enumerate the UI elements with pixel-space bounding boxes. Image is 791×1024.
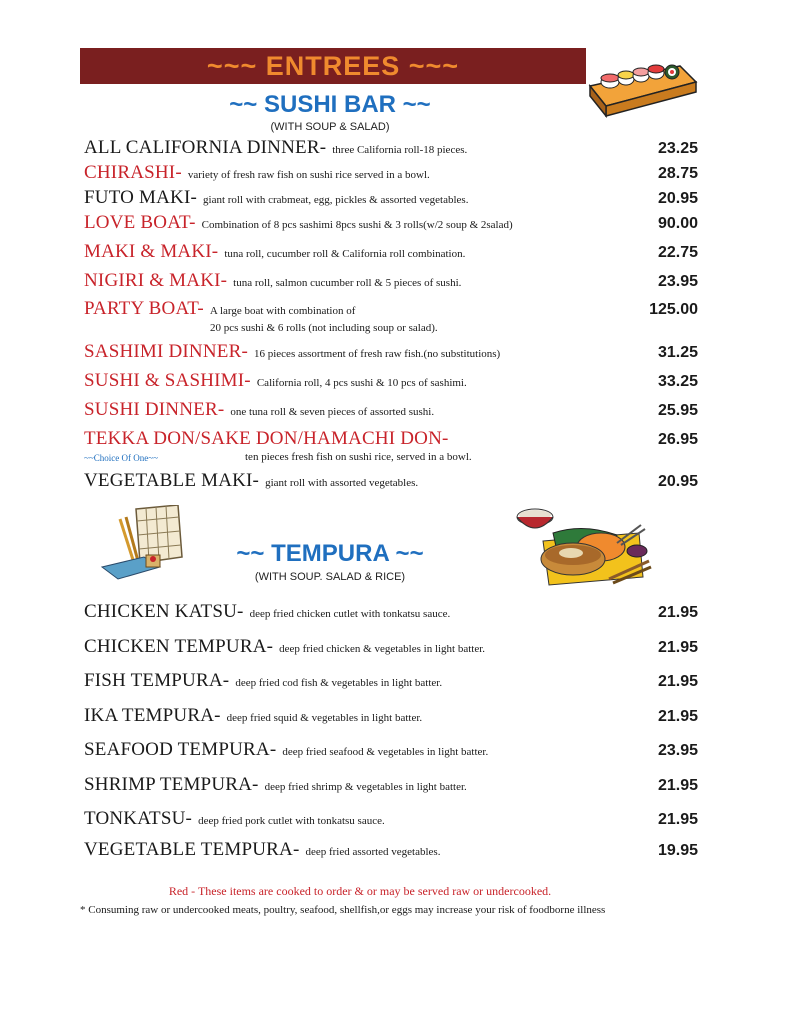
- item-price: 20.95: [657, 190, 698, 207]
- item-description: 16 pieces assortment of fresh raw fish.(no substitutions): [253, 348, 501, 360]
- item-name: FISH TEMPURA-: [84, 670, 230, 691]
- item-price: 33.25: [657, 373, 698, 390]
- menu-item: [84, 137, 467, 159]
- item-description: deep fried seafood & vegetables in light batter.: [282, 746, 489, 758]
- item-description: deep fried chicken & vegetables in light batter.: [279, 643, 486, 655]
- item-description: giant roll with assorted vegetables.: [265, 477, 419, 489]
- menu-item: [84, 341, 500, 363]
- item-price: 23.95: [657, 273, 698, 290]
- item-description: deep fried pork cutlet with tonkatsu sauce.: [198, 815, 385, 827]
- item-description: variety of fresh raw fish on sushi rice served in a bowl.: [187, 169, 430, 181]
- item-name: MAKI & MAKI-: [84, 241, 219, 262]
- item-description-continued: ten pieces fresh fish on sushi rice, served in a bowl.: [245, 451, 472, 463]
- item-price: 25.95: [657, 402, 698, 419]
- menu-item: [84, 705, 422, 727]
- menu-item: [84, 470, 418, 492]
- item-name: SUSHI & SASHIMI-: [84, 370, 251, 391]
- menu-item: [84, 739, 488, 761]
- menu-item: [84, 839, 440, 861]
- item-description: A large boat with combination of: [209, 305, 356, 317]
- entrees-title: ~~~ ENTREES ~~~: [206, 50, 460, 81]
- item-description: Combination of 8 pcs sashimi 8pcs sushi & 3 rolls(w/2 soup & 2salad): [201, 219, 513, 231]
- item-description: deep fried squid & vegetables in light batter.: [226, 712, 423, 724]
- item-name: ALL CALIFORNIA DINNER-: [84, 137, 327, 158]
- item-price: 90.00: [657, 215, 698, 232]
- item-price: 19.95: [657, 842, 698, 859]
- item-name: CHIRASHI-: [84, 162, 182, 183]
- entrees-banner: [80, 48, 586, 84]
- item-name: PARTY BOAT-: [84, 298, 204, 319]
- item-price: 21.95: [657, 604, 698, 621]
- choice-of-one-note: ~~Choice Of One~~: [84, 453, 158, 463]
- item-description: deep fried cod fish & vegetables in light batter.: [235, 677, 443, 689]
- tempura-subtitle: (WITH SOUP. SALAD & RICE): [254, 571, 406, 583]
- menu-item: [84, 298, 355, 320]
- item-description: deep fried shrimp & vegetables in light batter.: [264, 781, 467, 793]
- item-description: deep fried assorted vegetables.: [305, 846, 441, 858]
- item-name: SASHIMI DINNER-: [84, 341, 248, 362]
- item-name: CHICKEN TEMPURA-: [84, 636, 274, 657]
- menu-item: [84, 370, 467, 392]
- menu-item: [84, 241, 465, 263]
- sushi-bar-subtitle: (WITH SOUP & SALAD): [270, 121, 390, 133]
- item-price: 28.75: [657, 165, 698, 182]
- item-name: VEGETABLE MAKI-: [84, 470, 260, 491]
- menu-item: [84, 601, 450, 623]
- item-name: SUSHI DINNER-: [84, 399, 225, 420]
- item-price: 21.95: [657, 811, 698, 828]
- item-name: FUTO MAKI-: [84, 187, 198, 208]
- item-name: VEGETABLE TEMPURA-: [84, 839, 300, 860]
- item-description: California roll, 4 pcs sushi & 10 pcs of sashimi.: [256, 377, 467, 389]
- item-name: TONKATSU-: [84, 808, 193, 829]
- item-description: one tuna roll & seven pieces of assorted sushi.: [230, 406, 435, 418]
- item-price: 22.75: [657, 244, 698, 261]
- item-price: 20.95: [657, 473, 698, 490]
- item-description: deep fried chicken cutlet with tonkatsu sauce.: [249, 608, 451, 620]
- item-name: TEKKA DON/SAKE DON/HAMACHI DON-: [84, 428, 449, 449]
- item-price: 26.95: [657, 431, 698, 448]
- item-name: LOVE BOAT-: [84, 212, 196, 233]
- item-description: tuna roll, salmon cucumber roll & 5 pieces of sushi.: [233, 277, 462, 289]
- raw-items-note: Red - These items are cooked to order & or may be served raw or undercooked.: [168, 884, 552, 898]
- menu-item: [84, 670, 442, 692]
- menu-item: [84, 187, 468, 209]
- menu-item: [84, 270, 461, 292]
- item-price: 125.00: [649, 301, 698, 318]
- item-price: 21.95: [657, 777, 698, 794]
- item-description: tuna roll, cucumber roll & California roll combination.: [224, 248, 466, 260]
- item-price: 31.25: [657, 344, 698, 361]
- item-description-continued: 20 pcs sushi & 6 rolls (not including soup or salad).: [210, 322, 438, 334]
- item-price: 23.25: [657, 140, 698, 157]
- item-name: IKA TEMPURA-: [84, 705, 221, 726]
- item-description: giant roll with crabmeat, egg, pickles & assorted vegetables.: [203, 194, 469, 206]
- foodborne-illness-warning: * Consuming raw or undercooked meats, poultry, seafood, shellfish,or eggs may increase your risk of foodborne illness: [80, 904, 606, 916]
- item-price: 21.95: [657, 673, 698, 690]
- item-price: 21.95: [657, 708, 698, 725]
- menu-item: [84, 428, 449, 450]
- menu-item: [84, 636, 485, 658]
- menu-item: [84, 212, 513, 234]
- item-name: SHRIMP TEMPURA-: [84, 774, 259, 795]
- menu-item: [84, 162, 430, 184]
- item-name: NIGIRI & MAKI-: [84, 270, 228, 291]
- menu-item: [84, 399, 434, 421]
- item-name: CHICKEN KATSU-: [84, 601, 244, 622]
- item-price: 23.95: [657, 742, 698, 759]
- item-description: three California roll-18 pieces.: [332, 144, 468, 156]
- menu-item: [84, 774, 467, 796]
- item-name: SEAFOOD TEMPURA-: [84, 739, 277, 760]
- tempura-title: ~~ TEMPURA ~~: [236, 540, 424, 567]
- sushi-bar-title: ~~ SUSHI BAR ~~: [229, 91, 431, 118]
- menu-item: [84, 808, 385, 830]
- item-price: 21.95: [657, 639, 698, 656]
